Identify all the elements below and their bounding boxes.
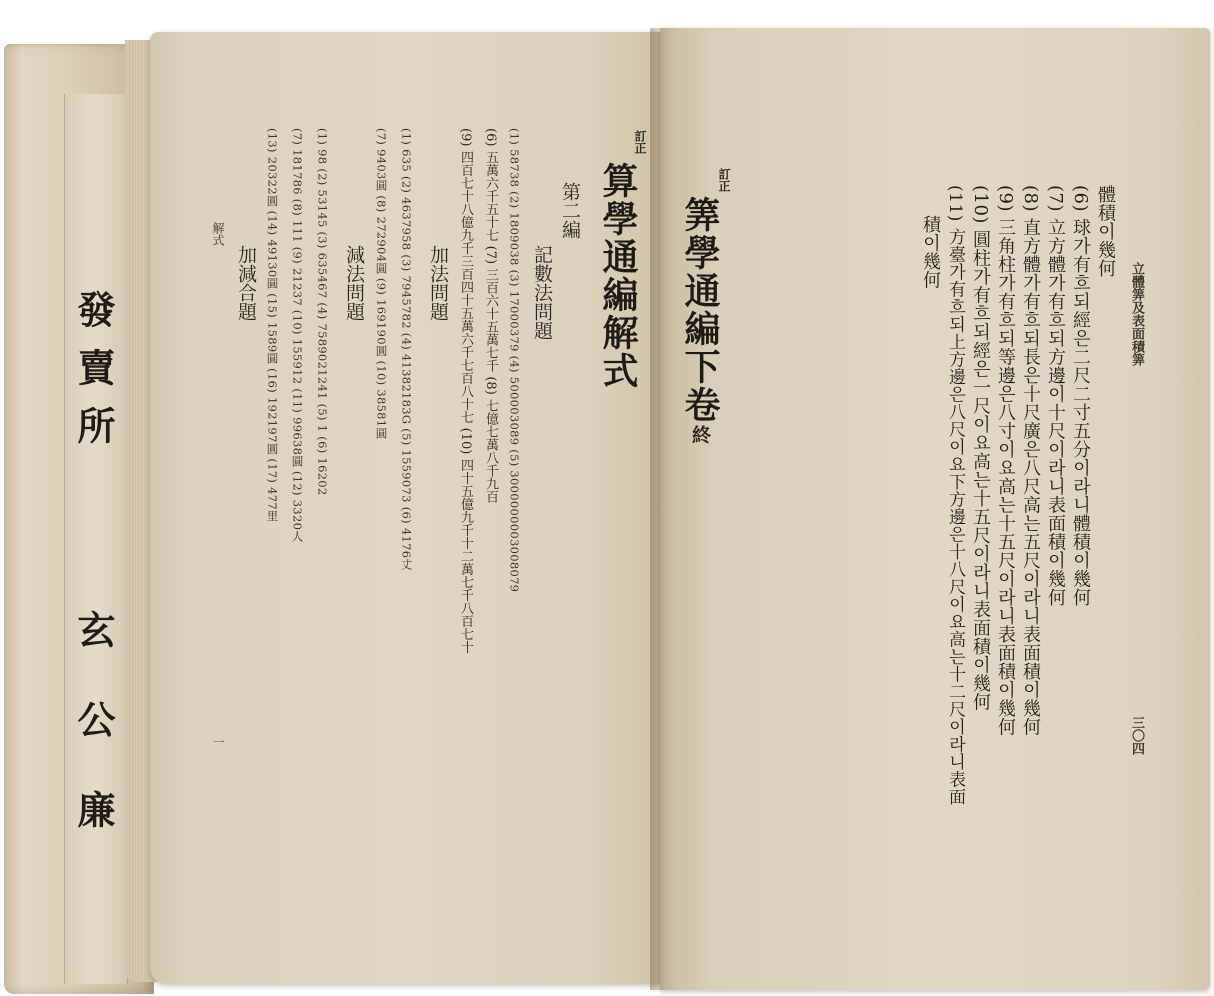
page-number: 一 bbox=[211, 736, 225, 748]
title-prefix: 訂正 bbox=[633, 130, 647, 154]
problem-line: (11) 方臺가有흐되上方邊은八尺이요下方邊은十八尺이요高는十二尺이라니表面 bbox=[945, 185, 965, 806]
spine-char: 所 bbox=[71, 406, 116, 444]
problem-line: (6) 球가有흐되經은二尺二寸五分이라니體積이幾何 bbox=[1070, 185, 1091, 607]
answer-line: (6) 五萬六千五十七 (7) 三百六十五萬七千 (8) 七億七萬八千九百 bbox=[483, 128, 498, 503]
book-gutter-shadow bbox=[650, 28, 676, 990]
answer-line: (13) 20322圓 (14) 49130圓 (15) 1589圓 (16) 192197圓 (17) 477里 bbox=[265, 128, 280, 522]
answer-line: (1) 98 (2) 53145 (3) 635467 (4) 7589021241 (5) 1 (6) 16202 bbox=[315, 128, 330, 496]
end-title: 筭學通編下卷 bbox=[679, 196, 721, 424]
answer-line: (9) 四百七十八億九千三百四十五萬六千七百八十七 (10) 四十五億九千十二萬七千八百七十 bbox=[458, 128, 473, 654]
section-heading: 加法問題 bbox=[427, 245, 449, 321]
spine-char: 公 bbox=[71, 700, 116, 738]
spine-char: 玄 bbox=[71, 610, 116, 648]
problem-line: (7) 立方體가有흐되方邊이十尺이라니表面積이幾何 bbox=[1045, 185, 1066, 607]
spine-char: 發 bbox=[71, 290, 116, 328]
answer-line: (7) 181786 (8) 111 (9) 21237 (10) 155912 (11) 99638圓 (12) 3320人 bbox=[290, 128, 305, 542]
problem-line: (9) 三角柱가有흐되等邊은八寸이요高는十五尺이라니表面積이幾何 bbox=[995, 185, 1016, 737]
problem-line: (8) 直方體가有흐되長은十尺廣은八尺高는五尺이라니表面積이幾何 bbox=[1020, 185, 1041, 737]
problem-line: (10) 圓柱가有흐되經은一尺이요高는十五尺이라니表面積이幾何 bbox=[970, 185, 991, 712]
answer-line: (7) 9403圓 (8) 272904圓 (9) 169190圓 (10) 38581圓 bbox=[374, 128, 389, 440]
part-heading: 第二編 bbox=[559, 182, 581, 239]
section-heading: 記數法問題 bbox=[531, 245, 553, 340]
end-mark: 終 bbox=[689, 425, 711, 444]
right-page bbox=[660, 28, 1210, 990]
page-title: 算學通編解式 bbox=[597, 162, 639, 390]
page-footer-label: 解式 bbox=[211, 222, 225, 246]
spine-char: 廉 bbox=[71, 790, 116, 828]
spine-label-strip bbox=[64, 94, 128, 984]
spine-char: 賣 bbox=[71, 348, 116, 386]
problem-line: 體積이幾何 bbox=[1095, 185, 1116, 278]
answer-line: (1) 635 (2) 4637958 (3) 7945782 (4) 41382183G (5) 1559073 (6) 4176丈 bbox=[399, 128, 414, 571]
title-prefix: 訂正 bbox=[717, 168, 731, 192]
section-heading: 減法問題 bbox=[343, 245, 365, 321]
problem-line: 積이幾何 bbox=[920, 215, 941, 289]
running-header: 立體筭及表面積筭 bbox=[1129, 262, 1144, 366]
page-number: 三〇四 bbox=[1129, 716, 1144, 755]
answer-line: (1) 58738 (2) 1809038 (3) 17000379 (4) 500003089 (5) 3000000003008079 bbox=[507, 128, 522, 593]
section-heading: 加減合題 bbox=[235, 245, 257, 321]
